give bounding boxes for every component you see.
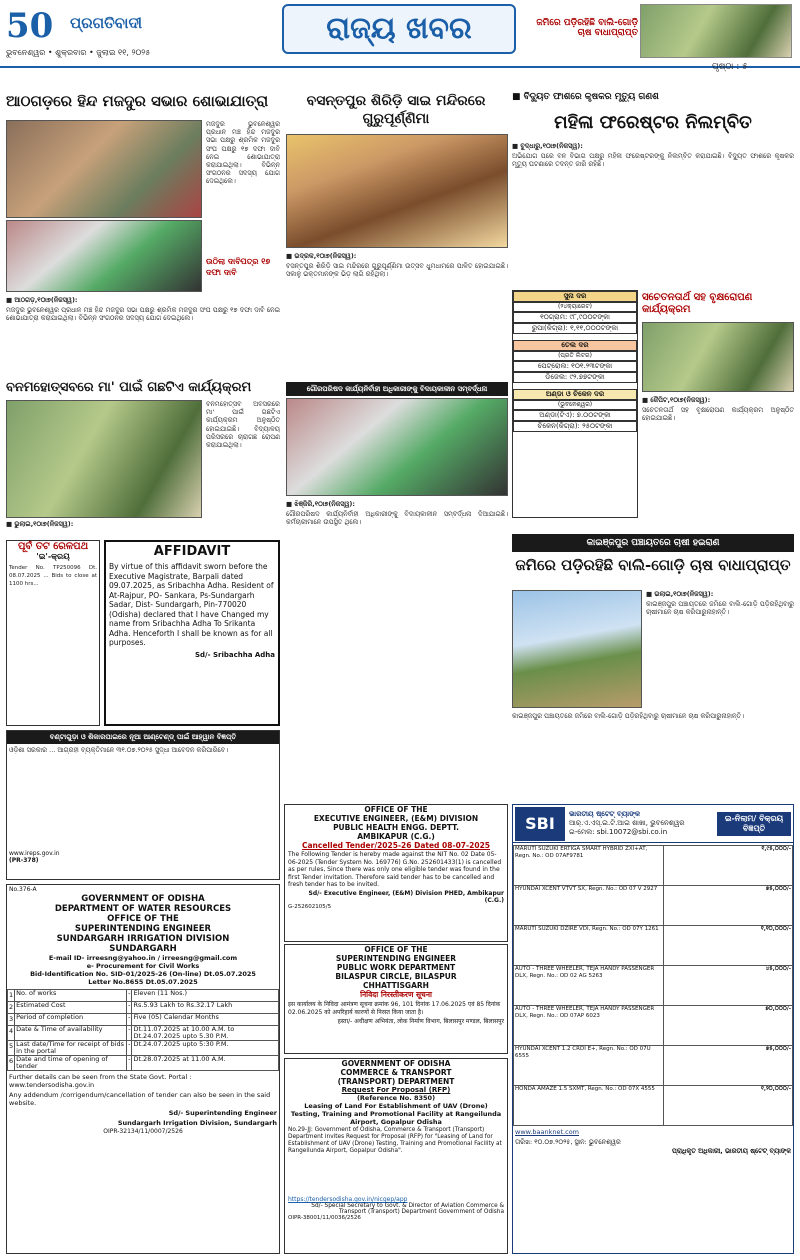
story7-headline: ଜମିରେ ପଡ଼ିରହିଛି ବାଲି-ଗୋଡ଼ି ଚାଷ ବାଧାପ୍ରାପ୍ତ [515,556,791,574]
story1-subhead: ଉଠିଲା ଦାବିପତ୍ର ୧୭ ଦଫା ଦାବି [206,256,271,277]
cell: - [127,1026,132,1041]
sbi-row [514,1006,793,1046]
water-row [8,1014,279,1026]
sbi-sign: ପ୍ରାଧିକୃତ ଅଧିକାରୀ, ଭାରତୀୟ ଷ୍ଟେଟ୍ ବ୍ୟାଙ୍କ [671,1147,791,1155]
transport-t4: Request For Proposal (RFP) [341,1086,451,1094]
story4-body: ବନମହୋତ୍ସବ ଅବସରରେ ମା' ପାଇଁ ଗଛଟିଏ କାର୍ଯ୍ୟକ୍ରମ ଅନୁଷ୍ଠିତ ହୋଇଯାଇଛି। ବିଦ୍ୟାଳୟ ପରିସରରେ ଚାରାଗଛ ରୋପଣ କରାଯାଇଥିଲା। [206,400,280,450]
pwd-sign: हस्ता/- अधीक्षण अभियंता, लोक निर्माण विभाग, बिलासपुर मण्डल, बिलासपुर [337,1018,504,1025]
phed-ad [284,804,508,942]
oil-sub: (ପ୍ରତି ଲିଟର) [513,351,637,361]
sbi-name: ଭାରତୀୟ ଷ୍ଟେଟ୍ ବ୍ୟାଙ୍କ [569,810,641,818]
water-oipr: OIPR-32134/11/0007/2526 [103,1128,183,1135]
price-cell: ୧,୨୦,୦୦୦/- [664,1086,793,1126]
water-t3: OFFICE OF THE [107,914,179,924]
cell: - [127,1056,132,1071]
vehicle-cell: MARUTI SUZUKI ERTIGA SMART HYBRID ZXI+AT, Regn. No.: OD 07AF9781 [514,846,664,886]
dateline: ଭୁବନେଶ୍ୱର • ଶୁକ୍ରବାର • ଜୁଲାଇ ୧୧, ୨୦୨୫ [6,48,151,57]
gold-sub: (୨୪କ୍ୟାରେଟ) [513,302,637,312]
section-title: ରାଜ୍ୟ ଖବର [282,4,516,54]
phed-ref: G-252602105/5 [288,903,332,910]
vehicle-cell: HYUNDAI XCENT VTVT SX, Regn. No.: OD 07 V 2927 [514,886,664,926]
water-t4: SUPERINTENDING ENGINEER [74,924,212,934]
phed-title-1: OFFICE OF THE [364,805,428,814]
cell: Date & Time of availability [15,1026,127,1041]
story5-body: ଗୌରପରିଷଦ କାର୍ଯ୍ୟନିର୍ବାହୀ ଅଧିକାରୀଙ୍କୁ ବିଦାୟକାଳୀନ ସମ୍ବର୍ଦ୍ଧନା ଦିଆଯାଇଛି। କର୍ମଚାରୀମାନେ ଉପସ୍ଥିତ ଥିଲେ। [286,510,508,527]
price-cell: ୧,୯୫,୦୦୦/- [664,846,793,886]
water-sign2: Sundargarh Irrigation Division, Sundargarh [117,1119,277,1127]
story2-headline: ବସନ୍ତପୁର ଶିରିଡ଼ି ସାଇ ମନ୍ଦିରରେ ଗୁରୁପୂର୍ଣ୍ଣିମା [306,93,486,127]
story2-dateline: ■ ଭଦ୍ରକ,୧୦ା୭(ନିଜସ୍ୱ): [286,252,357,260]
cell: No. of works [15,990,127,1002]
phed-cancel: Cancelled Tender/2025-26 Dated 08-07-2025 [301,841,491,850]
govt-notice-ref: (PR-378) [9,857,39,864]
water-ept: e- Procurement for Civil Works [86,962,200,970]
cell: 5 [8,1041,15,1056]
water-t2: DEPARTMENT OF WATER RESOURCES [54,904,232,914]
cell: Five (05) Calendar Months [132,1014,279,1026]
transport-sign: Sd/- Special Secretary to Govt. & Director of Aviation Commerce & Transport (Transport) Department Government of Odisha [311,1203,504,1215]
sbi-row [514,1086,793,1126]
railway-title: ପୂର୍ବ ତଟ ରେଳପଥ [17,541,89,552]
water-resources-ad [6,884,280,1254]
masthead [0,0,800,72]
sbi-row [514,926,793,966]
water-t5: SUNDARGARH IRRIGATION DIVISION [56,934,230,944]
water-footer: Further details can be seen from the State Govt. Portal : www.tendersodisha.gov.in [9,1073,192,1089]
story1-body: ମଜଦୁର ଭୁବନେଶ୍ୱର ପ୍ରଧାନ ମଞ୍ଚ ହିନ୍ଦ ମଜଦୁର ସଭା ପକ୍ଷରୁ ଶ୍ରମିକ ମଜଦୁର ସଂଘ ପକ୍ଷରୁ ୧୭ ଦଫା ଦାବି ନେଇ ଶୋଭାଯାତ୍ରା କରାଯାଇଥିଲା। ବିଭିନ୍ନ ସଂଗଠନର ସଦସ୍ୟ ଯୋଗ ଦେଇଥିଲେ। [206,120,280,186]
gold-row-1: ୧୦ଗ୍ରାମ: ୯୮,୯୦୦ଟଙ୍କା [513,312,637,323]
transport-rfp-ad [284,1058,508,1254]
diesel-rate: ଡିଜେଲ: ୯୨.୭୭ଟଙ୍କା [513,372,637,383]
story6-body: ସଚେତନତାର୍ଥ ସହ ବୃକ୍ଷରୋପଣ କାର୍ଯ୍ୟକ୍ରମ ଅନୁଷ୍ଠିତ ହୋଇଯାଇଛି। [642,406,794,423]
govt-notice-web: www.ireps.gov.in [9,850,60,857]
water-row [8,1056,279,1071]
story3-dateline: ■ ବୁଦ୍ଧାରୁ,୧୦ା୭(ନିଜସ୍ୱ): [512,142,583,150]
cell: Period of completion [15,1014,127,1026]
sbi-auction-ad [512,804,794,1254]
water-email: E-mail ID- irreesng@yahoo.in / irreesng@gmail.com [48,954,238,962]
story7-body-cont: କାଇଞ୍ଜପୁର ପଞ୍ଚାୟତରେ ଜମିରେ ବାଲି-ଗୋଡ଼ି ପଡ଼ିରହିଥିବାରୁ ଚାଷୀମାନେ ଚାଷ କରିପାରୁନାହାନ୍ତି। [512,712,745,720]
paper-name: ପ୍ରଗତିବାଦୀ [70,14,143,32]
story1-dateline: ■ ଆଠଗଡ଼,୧୦ା୭(ନିଜସ୍ୱ): [6,296,78,304]
price-cell: ୪୫,୦୦୦/- [664,966,793,1006]
story3-headline: ମହିଳା ଫରେଷ୍ଟର ନିଲମ୍ବିତ [554,112,752,133]
cell: Dt.28.07.2025 at 11.00 A.M. [132,1056,279,1071]
sbi-row [514,846,793,886]
transport-oipr: OIPR-38001/11/0036/2526 [288,1215,361,1221]
vehicle-cell: HONDA AMAZE 1.5 SXMT, Regn. No.: OD 07X 4555 [514,1086,664,1126]
story6-dateline: ■ ଜୈପିଟ,୧୦ା୭(ନିଜସ୍ୱ): [642,396,711,404]
story1-photo-rally [6,120,202,218]
vehicle-cell: AUTO - THREE WHEELER, TEJA HANDY PASSENGER DLX, Regn. No.: OD 07AP 6023 [514,1006,664,1046]
cell: 4 [8,1026,15,1041]
price-cell: ୧,୧୦,୦୦୦/- [664,926,793,966]
govt-notice-title: ବଣ୍ଟାଗୁଡ଼ା ଓ ଶିକାରପାଇରେ ନୂଆ ଆଣ୍ଟେଣ୍ଡ୍ ପାଇଁ ଆହ୍ୱାନ ବିଜ୍ଞପ୍ତି [7,731,279,744]
sbi-vehicle-table [513,845,793,1126]
water-bid: Bid-Identification No. SID-01/2025-26 (On-line) Dt.05.07.2025 [30,970,256,978]
phed-title-4: AMBIKAPUR (C.G.) [357,832,435,841]
page-number: ପୃଷ୍ଠା : ୫ [712,62,748,72]
sbi-branch: ଆର୍.ଏ.ଏସ୍.ଇ.ଟି.ଆଇ ଶାଖା, ଭୁବନେଶ୍ୱର [569,819,685,827]
teaser-headline: ଜମିରେ ପଡ଼ିରହିଛି ବାଲି-ଗୋଡ଼ି ଚାଷ ବାଧାପ୍ରାପ୍ତ [536,18,638,38]
gold-label: ସୁନା ଦର [513,291,637,302]
cell: Rs.5.93 Lakh to Rs.32.17 Lakh [132,1002,279,1014]
cell: Date and time of opening of tender [15,1056,127,1071]
story5-photo [286,398,508,496]
water-row [8,1002,279,1014]
egg-row-2: ଚିକେନ(କିଗ୍ରା): ୨୫୦ଟଙ୍କା [513,421,637,432]
story7-dateline: ■ ଭଲାଇ,୧୦ା୭(ନିଜସ୍ୱ): [646,590,714,598]
pwd-body: इस कार्यालय के निविदा आमंत्रण सूचना क्रमांक 96, 101 दिनांक 17.06.2025 एवं 85 दिनांक 02.06.2025 को अपरिहार्य कारणों से निरस्त किया जाता है। [288,1001,501,1016]
egg-label: ଅଣ୍ଡା ଓ ଚିକେନ ଦର [513,389,637,400]
railway-tender-ad [6,540,100,726]
sbi-row [514,886,793,926]
story6-headline: ସଚେତନତାର୍ଥ ସହ ବୃକ୍ଷରୋପଣ କାର୍ଯ୍ୟକ୍ରମ [642,292,753,315]
phed-sign: Sd/- Executive Engineer, (E&M) Division PHED, Ambikapur (C.G.) [308,889,504,904]
story4-headline: ବନମହୋତ୍ସବରେ ମା' ପାଇଁ ଗଛଟିଏ କାର୍ଯ୍ୟକ୍ରମ [6,380,252,395]
cell: Last date/Time for receipt of bids in the portal [15,1041,127,1056]
affidavit-body: By virtue of this affidavit sworn before the Executive Magistrate, Barpali dated 09.07.2025, as Sribachha Adha. Resident of At-Rajpur, PO- Sankara, Ps-Sundargarh Sadar, Dist- Sundargarh, Pin-770020 (Odisha) declared that I have Changed my name from Sribachha Adha To Srikanta Adha. Henceforth I shall be known as for all purposes. [109,562,274,647]
story2-photo-temple [286,134,508,248]
water-row [8,1026,279,1041]
vehicle-cell: HYUNDAI XCENT 1.2 CRDI E+, Regn. No.: OD 07U 6555 [514,1046,664,1086]
pwd-title-1: OFFICE OF THE [364,945,428,954]
water-letter: Letter No.8655 Dt.05.07.2025 [88,978,198,986]
oil-label: ତେଲ ଦର [513,340,637,351]
cell: 6 [8,1056,15,1071]
story7-body: କାଇଞ୍ଜପୁର ପଞ୍ଚାୟତରେ ଜମିରେ ବାଲି-ଗୋଡ଼ି ପଡ଼ିରହିଥିବାରୁ ଚାଷୀମାନେ ଚାଷ କରିପାରୁନାହାନ୍ତି। [646,600,794,617]
rates-box [512,290,638,518]
pwd-title-3: PUBLIC WORK DEPARTMENT [336,963,456,972]
phed-title-3: PUBLIC HEALTH ENGG. DEPTT. [333,823,459,832]
story1-headline: ଆଠଗଡ଼ରେ ହିନ୍ଦ ମଜଦୁର ସଭାର ଶୋଭାଯାତ୍ରା [6,92,269,110]
railway-body: Tender No. TP250096 Dt. 08.07.2025 ... Bids to close at 1100 hrs... [9,565,97,588]
govt-notice-body: ଓଡ଼ିଶା ସରକାର ... ଆଗ୍ରହୀ ବ୍ୟକ୍ତିମାନେ ୩୧.୦୭.୨୦୨୫ ସୁଦ୍ଧା ଆବେଦନ କରିପାରିବେ। [9,746,229,754]
water-row [8,1041,279,1056]
transport-t2: COMMERCE & TRANSPORT [340,1068,452,1077]
transport-t3: (TRANSPORT) DEPARTMENT [337,1077,455,1086]
story4-dateline: ■ ଭୁଲାଇ,୧୦ା୭(ନିଜସ୍ୱ): [6,520,74,528]
water-no: No.376-A [9,886,37,893]
cell: - [127,1014,132,1026]
cell: - [127,1002,132,1014]
pwd-title-4: BILASPUR CIRCLE, BILASPUR [335,972,457,981]
egg-sub: (ଭୁବନେଶ୍ୱର) [513,400,637,410]
vehicle-cell: AUTO - THREE WHEELER, TEJA HANDY PASSENGER DLX, Regn. No.: OD 02 AG 5263 [514,966,664,1006]
story7-kicker: କାଇଞ୍ଜପୁର ପଞ୍ଚାୟତରେ ଚାଷୀ ହଇରାଣ [512,534,794,552]
water-table [7,989,279,1071]
cell: - [127,990,132,1002]
sbi-web[interactable]: www.baanknet.com [515,1128,580,1136]
cell: Eleven (11 Nos.) [132,990,279,1002]
cell: - [127,1041,132,1056]
water-sign1: Sd/- Superintending Engineer [168,1109,277,1117]
cell: 2 [8,1002,15,1014]
water-t6: SUNDARGARH [109,944,177,954]
transport-web[interactable]: https://tendersodisha.gov.in/nicgep/app [288,1196,408,1203]
price-cell: ୭୫,୦୦୦/- [664,1046,793,1086]
govt-notice-ad [6,730,280,880]
phed-body: The Following Tender is hereby made against the NIT No. 02 Date 05-06-2025 (Tender System No. 169776) G.No. 252601433(1) is cancelled as per rules, Since there was only one eligible tender was found in the first Tender invitation. Therefore said tender has to be cancelled and fresh tender has to be invited. [288,851,502,888]
sbi-row [514,1046,793,1086]
cell: Estimated Cost [15,1002,127,1014]
story5-dateline: ■ ଝିଞ୍ଜିରି,୧୦ା୭(ନିଜସ୍ୱ): [286,500,355,508]
price-cell: ୭୫,୦୦୦/- [664,886,793,926]
story4-photo [6,400,202,518]
cell: Dt.11.07.2025 at 10.00 A.M. to Dt.24.07.2025 upto 5.30 P.M. [132,1026,279,1041]
story1-body-cont: ମଜଦୁର ଭୁବନେଶ୍ୱର ପ୍ରଧାନ ମଞ୍ଚ ହିନ୍ଦ ମଜଦୁର ସଭା ପକ୍ଷରୁ ଶ୍ରମିକ ମଜଦୁର ସଂଘ ପକ୍ଷରୁ ୧୭ ଦଫା ଦାବି ନେଇ ଶୋଭାଯାତ୍ରା କରାଯାଇଥିଲା। ବିଭିନ୍ନ ସଂଗଠନର ସଦସ୍ୟ ଯୋଗ ଦେଇଥିଲେ। [6,306,280,323]
teaser-photo [640,4,792,58]
sbi-logo: SBI [515,807,565,841]
cell: 1 [8,990,15,1002]
phed-title-2: EXECUTIVE ENGINEER, (E&M) DIVISION [313,814,479,823]
vehicle-cell: MARUTI SUZUKI DZIRE VDI, Regn. No.: OD 07Y 1261 [514,926,664,966]
affidavit-title: AFFIDAVIT [153,544,231,559]
pwd-hindi-title: निविदा निरस्तीकरण सूचना [360,990,432,999]
story7-photo [512,590,642,708]
story3-kicker: ■ ବିଦ୍ୟୁତ ଫାଶରେ କୃଷକର ମୃତ୍ୟୁ ଗଣଶ [512,92,794,108]
petrol-rate: ପେଟ୍ରୋଲ: ୧୦୧.୨୩ଟଙ୍କା [513,361,637,372]
transport-t6: Leasing of Land For Establishment of UAV (Drone) Testing, Training and Promotional Facility at Rangeilunda Airport, Gopalpur Odisha [290,1102,502,1126]
price-cell: ୭୦,୦୦୦/- [664,1006,793,1046]
pwd-title-2: SUPERINTENDING ENGINEER [335,954,457,963]
cell: 3 [8,1014,15,1026]
anniversary-logo: 50 [6,6,54,46]
pwd-ad [284,944,508,1054]
sbi-date: ତାରିଖ: ୧୦.୦୭.୨୦୨୫, ସ୍ଥାନ: ଭୁବନେଶ୍ୱର [515,1138,621,1146]
egg-row-1: ଅଣ୍ଡା(ଟିଏ): ୭.୦୦ଟଙ୍କା [513,410,637,421]
transport-body: No.29-JJ: Government of Odisha, Commerce & Transport (Transport) Department invites Request for Proposal (RFP) for "Leasing of Land for Establishment of UAV (Drone) Testing, Training and Promotional Facility at Rangeilunda Airport, Gopalpur Odisha". [288,1127,502,1154]
water-t1: GOVERNMENT OF ODISHA [81,894,205,904]
story5-headline: ଗୌରପରିଷଦ କାର୍ଯ୍ୟନିର୍ବାହୀ ଅଧିକାରୀଙ୍କୁ ବିଦାୟକାଳୀନ ସମ୍ବର୍ଦ୍ଧନା [286,382,508,396]
water-footer2: Any addendum /corrigendum/cancellation of tender can also be seen in the said website. [9,1091,271,1107]
story2-body: ବସନ୍ତପୁର ଶିରିଡ଼ି ସାଇ ମନ୍ଦିରରେ ଗୁରୁପୂର୍ଣ୍ଣିମା ଉତ୍ସବ ଧୁମଧାମରେ ପାଳିତ ହୋଇଯାଇଛି। ସକାଳୁ ଭକ୍ତମାନଙ୍କ ଭିଡ଼ ଲାଗି ରହିଥିଲା। [286,262,508,279]
affidavit-ad [104,540,280,726]
transport-t1: GOVERNMENT OF ODISHA [341,1059,451,1068]
transport-t5: (Reference No. 8350) [356,1094,436,1102]
railway-sub: 'ଇ'-କ୍ରୟ [36,552,70,561]
sbi-title: ଇ-ନିଲାମ/ ବିକ୍ରୟ ବିଜ୍ଞପ୍ତି [717,812,791,836]
story1-photo-sitin [6,220,202,292]
affidavit-sign: Sd/- Sribachha Adha [195,650,275,659]
water-row [8,990,279,1002]
pwd-title-5: CHHATTISGARH [363,981,429,990]
story3-body: ଅଭିଯୋଗ ପରେ ବନ ବିଭାଗ ପକ୍ଷରୁ ମହିଳା ଫରେଷ୍ଟରଙ୍କୁ ନିଲମ୍ବିତ କରାଯାଇଛି। ବିଦ୍ୟୁତ ଫାଶରେ କୃଷକର ମୃତ୍ୟୁ ଘଟଣାରେ ତଦନ୍ତ ଜାରି ରହିଛି। [512,152,794,169]
sbi-email: ଇ-ମେଲ: sbi.10072@sbi.co.in [569,828,668,836]
gold-row-2: ରୁପା(କିଗ୍ରା): ୧,୧୧,୦୦୦ଟଙ୍କା [513,323,637,334]
cell: Dt.24.07.2025 upto 5:30 P.M. [132,1041,279,1056]
story6-photo-planting [642,322,794,392]
sbi-row [514,966,793,1006]
